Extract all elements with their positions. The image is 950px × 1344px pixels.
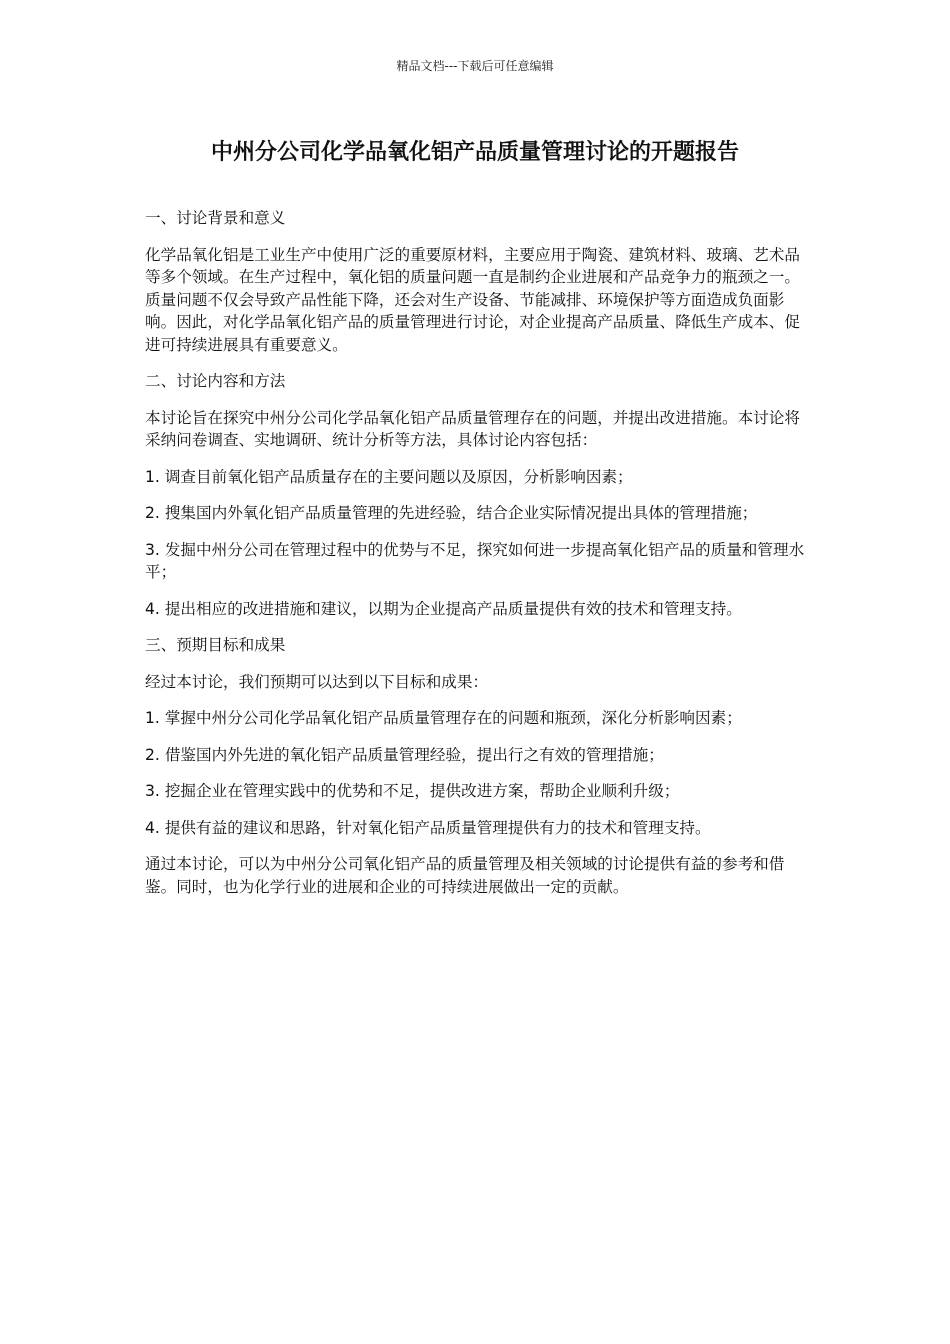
list-item: 2. 搜集国内外氧化铝产品质量管理的先进经验，结合企业实际情况提出具体的管理措施；	[145, 504, 758, 522]
list-item: 3. 挖掘企业在管理实践中的优势和不足，提供改进方案，帮助企业顺利升级；	[145, 782, 680, 800]
section-heading-goals: 三、预期目标和成果	[145, 636, 286, 654]
list-item: 4. 提供有益的建议和思路，针对氧化铝产品质量管理提供有力的技术和管理支持。	[145, 818, 711, 837]
list-item: 4. 提出相应的改进措施和建议，以期为企业提高产品质量提供有效的技术和管理支持。	[145, 599, 742, 618]
list-item: 1. 掌握中州分公司化学品氧化铝产品质量管理存在的问题和瓶颈，深化分析影响因素；	[145, 709, 742, 727]
section-heading-background: 一、讨论背景和意义	[145, 209, 286, 227]
section-heading-content-method: 二、讨论内容和方法	[145, 372, 286, 390]
paragraph-background: 化学品氧化铝是工业生产中使用广泛的重要原材料，主要应用于陶瓷、建筑材料、玻璃、艺术品等多个领域。在生产过程中，氧化铝的质量问题一直是制约企业进展和产品竞争力的瓶颈之一。质量问题不仅会导致产品性能下降，还会对生产设备、节能减排、环境保护等方面造成负面影响。因此，对化学品氧化铝产品的质量管理进行讨论，对企业提高产品质量、降低生产成本、促进可持续进展具有重要意义。	[145, 245, 800, 354]
list-item: 1. 调查目前氧化铝产品质量存在的主要问题以及原因，分析影响因素；	[145, 467, 633, 486]
document-title: 中州分公司化学品氧化铝产品质量管理讨论的开题报告	[210, 140, 739, 165]
document-body	[145, 207, 810, 912]
paragraph-goals-intro: 经过本讨论，我们预期可以达到以下目标和成果：	[145, 672, 489, 691]
paragraph-conclusion: 通过本讨论，可以为中州分公司氧化铝产品的质量管理及相关领域的讨论提供有益的参考和借鉴。同时，也为化学行业的进展和企业的可持续进展做出一定的贡献。	[145, 855, 785, 896]
header-note: 精品文档---下载后可任意编辑	[396, 59, 554, 73]
paragraph-content-intro: 本讨论旨在探究中州分公司化学品氧化铝产品质量管理存在的问题，并提出改进措施。本讨论将采纳问卷调查、实地调研、统计分析等方法，具体讨论内容包括：	[145, 408, 800, 449]
list-item: 2. 借鉴国内外先进的氧化铝产品质量管理经验，提出行之有效的管理措施；	[145, 745, 664, 764]
list-item: 3. 发掘中州分公司在管理过程中的优势与不足，探究如何进一步提高氧化铝产品的质量和管理水平；	[145, 540, 805, 581]
